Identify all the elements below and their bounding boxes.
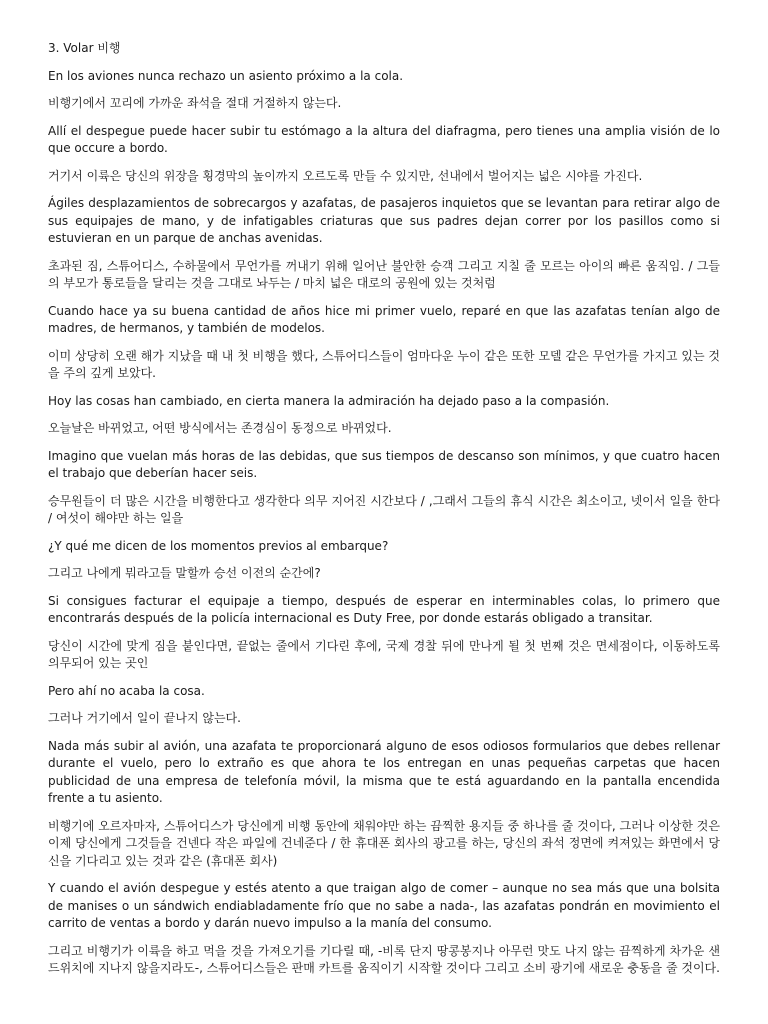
- paragraph-es: Pero ahí no acaba la cosa.: [48, 683, 205, 698]
- paragraph-ko: 당신이 시간에 맞게 짐을 붙인다면, 끝없는 줄에서 기다린 후에, 국제 경찰 뒤에 만나게 될 첫 번째 것은 면세점이다, 이동하도록 의무되어 있는 곳인: [48, 638, 720, 670]
- paragraph-ko: 초과된 짐, 스튜어디스, 수하물에서 무언가를 꺼내기 위해 일어난 불안한 승객 그리고 지칠 줄 모르는 아이의 빠른 움직임. / 그들의 부모가 통로들을 달리는 것을 그대로 놔두는 / 마치 넓은 대로의 공원에 있는 것처럼: [48, 258, 720, 290]
- paragraph-es: Allí el despegue puede hacer subir tu estómago a la altura del diafragma, pero tienes una amplia visión de lo que occure a bordo.: [48, 123, 720, 155]
- paragraph-es: Y cuando el avión despegue y estés atento a que traigan algo de comer – aunque no sea más que una bolsita de manises o un sándwich endiabladamente frío que no sabe a nada-, las azafatas pondrán en movimiento el carrito de ventas a bordo y darán nuevo impulso a la manía del consumo.: [48, 881, 720, 930]
- paragraph-ko: 그리고 나에게 뭐라고들 말할까 승선 이전의 순간에?: [48, 566, 321, 580]
- paragraph-ko: 오늘날은 바뀌었고, 어떤 방식에서는 존경심이 동정으로 바뀌었다.: [48, 421, 392, 435]
- paragraph-es: Cuando hace ya su buena cantidad de años hice mi primer vuelo, reparé en que las azafatas tenían algo de madres, de hermanos, y también de modelos.: [48, 303, 720, 335]
- paragraph-ko: 거기서 이륙은 당신의 위장을 횡경막의 높이까지 오르도록 만들 수 있지만, 선내에서 벌어지는 넓은 시야를 가진다.: [48, 168, 643, 183]
- paragraph-es: Si consigues facturar el equipaje a tiempo, después de esperar en interminables colas, lo primero que encontrarás después de la policía internacional es Duty Free, por donde estarás obligado a transitar.: [48, 593, 720, 625]
- paragraph-es: Imagino que vuelan más horas de las debidas, que sus tiempos de descanso son mínimos, y que cuatro hacen el trabajo que deberían hacer seis.: [48, 448, 720, 480]
- paragraph-ko: 비행기에 오르자마자, 스튜어디스가 당신에게 비행 동안에 채워야만 하는 끔찍한 용지들 중 하나를 줄 것이다, 그러나 이상한 것은 이제 당신에게 그것들을 건넨다 작은 파일에 건네준다 / 한 휴대폰 회사의 광고를 하는, 당신의 좌석 정면에 켜져있는 화면에서 당신을 기다리고 있는 것과 같은 (휴대폰 회사): [48, 818, 720, 868]
- paragraph-ko: 그리고 비행기가 이륙을 하고 먹을 것을 가져오기를 기다릴 때, -비록 단지 땅콩봉지나 아무런 맛도 나지 않는 끔찍하게 차가운 샌드위치에 지나지 않을지라도-, 스튜어디스들은 판매 카트를 움직이기 시작할 것이다 그리고 소비 광기에 새로운 충동을 줄 것이다.: [48, 943, 720, 975]
- paragraph-es: Ágiles desplazamientos de sobrecargos y azafatas, de pasajeros inquietos que se levantan para retirar algo de sus equipajes de mano, y de infatigables criaturas que sus padres dejan correr por los pasillos como si estuvieran en un parque de anchas avenidas.: [48, 196, 720, 245]
- paragraph-ko: 승무원들이 더 많은 시간을 비행한다고 생각한다 의무 지어진 시간보다 / ,그래서 그들의 휴식 시간은 최소이고, 넷이서 일을 한다 / 여섯이 해야만 하는 일을: [48, 493, 720, 525]
- paragraph-es: Nada más subir al avión, una azafata te proporcionará alguno de esos odiosos formularios que debes rellenar durante el vuelo, pero lo extraño es que ahora te los entregan en unas pequeñas carpetas que hacen publicidad de una empresa de telefonía móvil, la misma que te está aguardando en la pantalla encendida frente a tu asiento.: [48, 738, 720, 805]
- paragraph-ko: 비행기에서 꼬리에 가까운 좌석을 절대 거절하지 않는다.: [48, 96, 342, 110]
- paragraph-es: ¿Y qué me dicen de los momentos previos al embarque?: [48, 538, 389, 553]
- paragraph-ko: 이미 상당히 오랜 해가 지났을 때 내 첫 비행을 했다, 스튜어디스들이 엄마다운 누이 같은 또한 모델 같은 무언가를 가지고 있는 것을 주의 깊게 보았다.: [48, 348, 720, 380]
- paragraph-es: Hoy las cosas han cambiado, en cierta manera la admiración ha dejado paso a la compasión.: [48, 393, 610, 408]
- paragraph-es: En los aviones nunca rechazo un asiento próximo a la cola.: [48, 68, 404, 83]
- section-heading: 3. Volar 비행: [48, 41, 121, 55]
- paragraph-ko: 그러나 거기에서 일이 끝나지 않는다.: [48, 711, 241, 725]
- document-body: [48, 68, 720, 978]
